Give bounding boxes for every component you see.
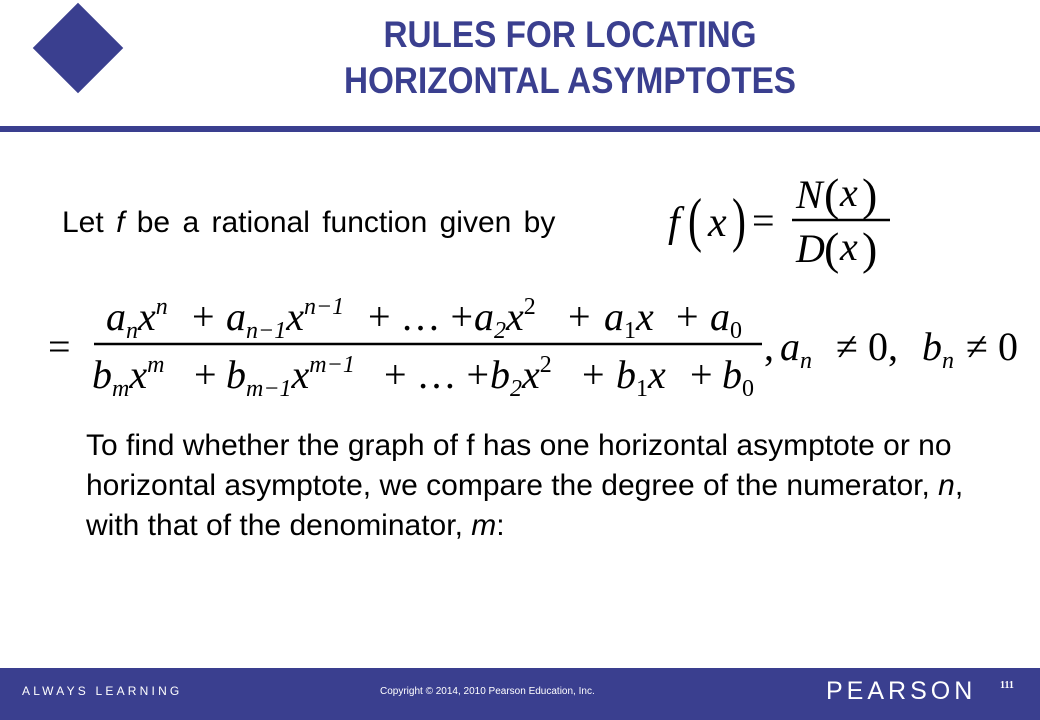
svg-text:+ … +: + … + <box>368 294 474 339</box>
expanded-denominator <box>92 352 754 402</box>
svg-text:≠ 0,: ≠ 0, <box>836 324 898 369</box>
svg-text:a0: $a_0$ <box>710 294 742 344</box>
formula-lhs <box>668 188 775 254</box>
let-suffix: be a rational function given by <box>136 206 556 239</box>
slide-title <box>291 12 849 104</box>
let-prefix: Let <box>62 206 104 239</box>
svg-text:bmxm: $b_mx^m$ <box>92 352 165 402</box>
footer-copyright: Copyright © 2014, 2010 Pearson Education, Inc. <box>380 686 595 697</box>
svg-text:): ) <box>732 187 746 254</box>
svg-text:+: + <box>690 352 713 397</box>
svg-text:a1x: $a_1x$ <box>604 294 654 344</box>
expanded-numerator <box>106 294 742 344</box>
svg-text:≠ 0: ≠ 0 <box>966 324 1018 369</box>
let-variable: f <box>116 206 125 239</box>
svg-text:+: + <box>582 352 605 397</box>
equals-sign: = <box>48 324 71 369</box>
formula-conditions <box>764 324 1018 374</box>
paragraph-var-m: m <box>471 509 497 542</box>
svg-text:): ) <box>862 223 878 274</box>
svg-text:x: x <box>840 170 858 215</box>
paragraph-var-n: n <box>938 469 955 502</box>
svg-text:bn: $b_n$ <box>922 324 954 374</box>
header-divider <box>0 126 1040 132</box>
svg-text:an: $a_n$ <box>780 324 812 374</box>
diamond-icon <box>33 3 124 94</box>
explanation-paragraph <box>86 426 966 546</box>
expanded-formula <box>0 280 1040 410</box>
svg-text:): ) <box>862 170 878 220</box>
page-number: 111 <box>1000 680 1014 691</box>
let-sentence <box>62 203 555 243</box>
svg-text:x: x <box>840 224 858 269</box>
paragraph-text-2: , with that of the denominator, <box>86 469 964 542</box>
svg-text:b0: $b_0$ <box>722 352 754 402</box>
paragraph-end: : <box>496 509 505 542</box>
svg-text:x: x <box>708 200 727 246</box>
paragraph-text-1: To find whether the graph of f has one horizontal asymptote or no horizontal asymptote, we compare the degree of the numerator, <box>86 429 952 502</box>
svg-text:(: ( <box>688 187 702 254</box>
svg-text:a2x2: $a_2x^2$ <box>474 294 536 344</box>
svg-text:,: , <box>764 324 774 369</box>
svg-text:+: + <box>676 294 699 339</box>
svg-text:(: ( <box>824 223 840 274</box>
svg-text:=: = <box>752 198 775 243</box>
svg-text:anxn: $a_nx^n$ <box>106 294 168 344</box>
svg-text:b2x2: $b_2x^2$ <box>490 352 552 402</box>
svg-text:+ … +: + … + <box>384 352 490 397</box>
svg-text:+: + <box>194 352 217 397</box>
svg-text:f: f <box>668 200 680 246</box>
svg-text:N: N <box>796 172 823 217</box>
svg-text:b1x: $b_1x$ <box>616 352 666 402</box>
title-line-2: HORIZONTAL ASYMPTOTES <box>343 60 797 101</box>
svg-text:+: + <box>568 294 591 339</box>
pearson-logo: PEARSON <box>826 677 977 705</box>
svg-text:+: + <box>192 294 215 339</box>
definition-formula <box>668 170 900 274</box>
svg-text:(: ( <box>824 170 840 220</box>
formula-fraction <box>792 170 890 274</box>
svg-text:bm−1xm−1: $b_{m-1}x^{m-1}$ <box>226 352 355 402</box>
footer-tagline: ALWAYS LEARNING <box>22 684 183 698</box>
svg-text:an−1xn−1: $a_{n-1}x^{n-1}$ <box>226 294 345 344</box>
title-line-1: RULES FOR LOCATING <box>383 14 757 55</box>
svg-text:D: D <box>796 226 825 271</box>
